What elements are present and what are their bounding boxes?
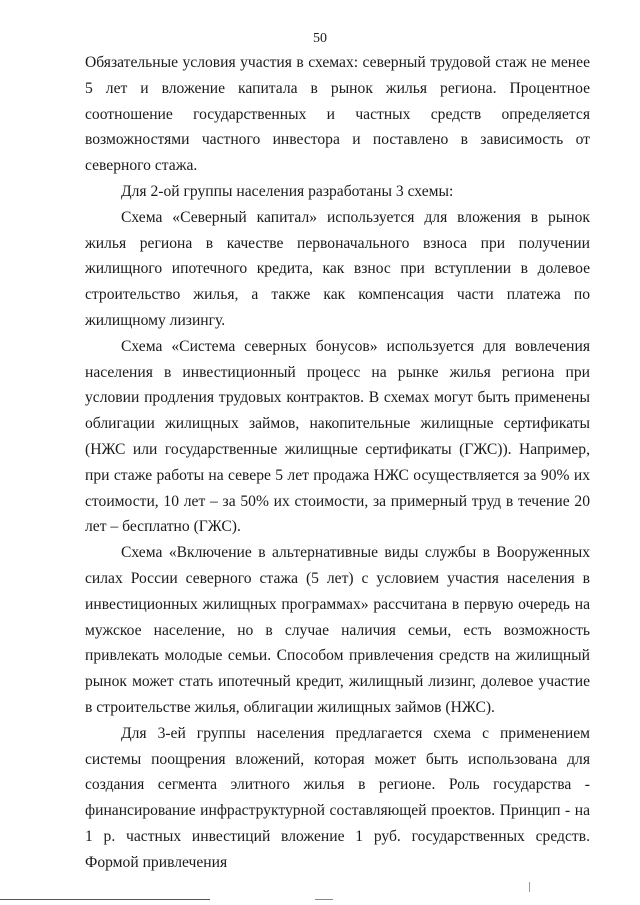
scan-edge-line-mid	[315, 899, 333, 900]
scan-edge-mark	[529, 882, 530, 892]
paragraph-scheme-northern-bonuses: Схема «Система северных бонусов» используется для вовлечения населения в инвестиционный процесс на рынке жилья региона при условии продления трудовых контрактов. В схемах могут быть применены облигации жилищных займов, накопительные жилищные сертификаты (НЖС или государственные жилищные сертификаты (ГЖС)). Например, при стаже работы на севере 5 лет продажа НЖС осуществляется за 90% их стоимости, 10 лет – за 50% их стоимости, за примерный труд в течение 20 лет – бесплатно (ГЖС).	[85, 337, 590, 536]
paragraph-group-3-scheme: Для 3-ей группы населения предлагается схема с применением системы поощрения вложений, которая может быть использована для создания сегмента элитного жилья в регионе. Роль государства - финансирование инфраструктурной составляющей проектов. Принцип - на 1 р. частных инвестиций вложение 1 руб. государственных средств. Формой привлечения	[85, 724, 590, 871]
page-number: 50	[313, 31, 327, 46]
body-text	[85, 50, 590, 876]
scan-edge-line-left	[0, 899, 210, 900]
paragraph-continuation: Обязательные условия участия в схемах: северный трудовой стаж не менее 5 лет и вложение капитала в рынок жилья региона. Процентное соотношение государственных и частных средств определяется возможностями частного инвестора и поставлено в зависимость от северного стажа.	[85, 54, 590, 175]
paragraph-scheme-northern-capital: Схема «Северный капитал» используется для вложения в рынок жилья региона в качестве первоначального взноса при получении жилищного ипотечного кредита, как взнос при вступлении в долевое строительство жилья, а также как компенсация части платежа по жилищному лизингу.	[85, 208, 590, 329]
paragraph-scheme-alternative-service: Схема «Включение в альтернативные виды службы в Вооруженных силах России северного стажа (5 лет) с условием участия населения в инвестиционных жилищных программах» рассчитана в первую очередь на мужское население, но в случае наличия семьи, есть возможность привлекать молодые семьи. Способом привлечения средств на жилищный рынок может стать ипотечный кредит, жилищный лизинг, долевое участие в строительстве жилья, облигации жилищных займов (НЖС).	[85, 544, 590, 716]
paragraph-group-2-intro: Для 2-ой группы населения разработаны 3 схемы:	[121, 182, 454, 200]
